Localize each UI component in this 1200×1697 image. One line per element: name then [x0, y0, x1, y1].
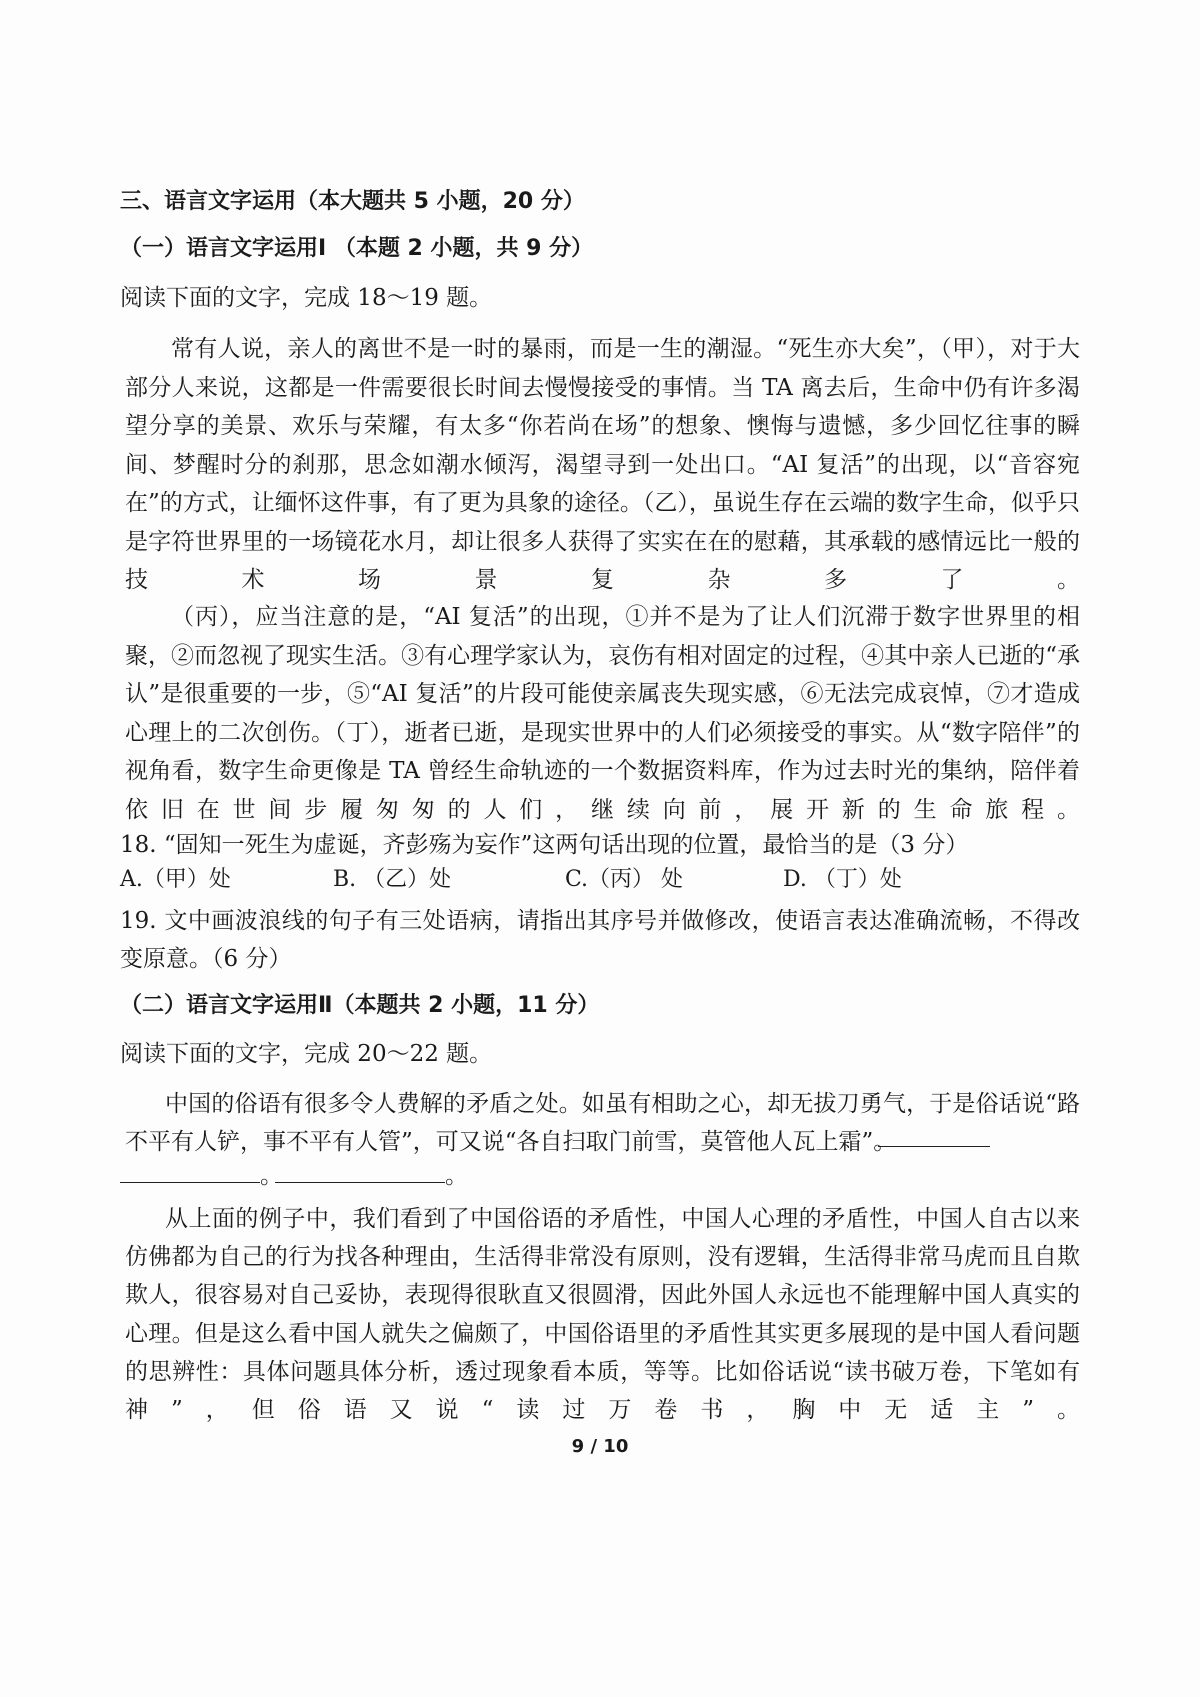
part2-paragraph-1: 中国的俗语有很多令人费解的矛盾之处。如虽有相助之心，却无拔刀勇气，于是俗话说“路不平有人铲，事不平有人管”，可又说“各自扫取门前雪，莫管他人瓦上霜”。	[125, 1091, 1080, 1155]
part2-instruction: 阅读下面的文字，完成 20～22 题。	[120, 1041, 493, 1067]
question-19: 19. 文中画波浪线的句子有三处语病，请指出其序号并做修改，使语言表达准确流畅，不得改变原意。（6 分）	[120, 908, 1080, 972]
blank-period-2: 。	[445, 1163, 468, 1189]
part1-paragraph-2: （丙），应当注意的是，“AI 复活”的出现，①并不是为了让人们沉滞于数字世界里的相聚，②而忽视了现实生活。③有心理学家认为，哀伤有相对固定的过程，④其中亲人已逝的“承认”是很重要的一步，⑤“AI 复活”的片段可能使亲属丧失现实感，⑥无法完成哀悼，⑦才造成心理上的二次创伤。（丁），逝者已逝，是现实世界中的人们必须接受的事实。从“数字陪伴”的视角看，数字生命更像是 TA 曾经生命轨迹的一个数据资料库，作为过去时光的集纳，陪伴着依旧在世间步履匆匆的人们，继续向前，展开新的生命旅程。	[125, 604, 1080, 823]
question-18: 18. “固知一死生为虚诞，齐彭殇为妄作”这两句话出现的位置，最恰当的是（3 分）	[120, 832, 969, 858]
part1-instruction: 阅读下面的文字，完成 18～19 题。	[120, 285, 493, 311]
answer-blank-3[interactable]	[275, 1182, 445, 1183]
answer-blank-2[interactable]	[120, 1182, 260, 1183]
part1-paragraph-1: 常有人说，亲人的离世不是一时的暴雨，而是一生的潮湿。“死生亦大矣”，（甲），对于大部分人来说，这都是一件需要很长时间去慢慢接受的事情。当 TA 离去后，生命中仍有许多渴望分享的美景、欢乐与荣耀，有太多“你若尚在场”的想象、懊悔与遗憾，多少回忆往事的瞬间、梦醒时分的刹那，思念如潮水倾泻，渴望寻到一处出口。“AI 复活”的出现，以“音容宛在”的方式，让缅怀这件事，有了更为具象的途径。（乙），虽说生存在云端的数字生命，似乎只是字符世界里的一场镜花水月，却让很多人获得了实实在在的慰藉，其承载的感情远比一般的技术场景复杂多了。	[125, 336, 1080, 593]
q18-option-a: A.（甲）处	[120, 867, 231, 892]
part2-title: （二）语言文字运用Ⅱ（本题共 2 小题，11 分）	[120, 993, 600, 1018]
part1-title: （一）语言文字运用Ⅰ （本题 2 小题，共 9 分）	[120, 236, 594, 261]
section-title: 三、语言文字运用（本大题共 5 小题，20 分）	[120, 189, 585, 214]
answer-blank-1[interactable]	[878, 1146, 990, 1147]
q18-option-b: B. （乙）处	[333, 867, 452, 892]
q18-option-c: C.（丙） 处	[565, 867, 684, 892]
blank-period-1: 。	[260, 1163, 283, 1189]
page-number: 9 / 10	[571, 1436, 629, 1457]
q18-option-d: D. （丁）处	[783, 867, 902, 892]
part2-paragraph-2: 从上面的例子中，我们看到了中国俗语的矛盾性，中国人心理的矛盾性，中国人自古以来仿佛都为自己的行为找各种理由，生活得非常没有原则，没有逻辑，生活得非常马虎而且自欺欺人，很容易对自己妥协，表现得很耿直又很圆滑，因此外国人永远也不能理解中国人真实的心理。但是这么看中国人就失之偏颇了，中国俗语里的矛盾性其实更多展现的是中国人看问题的思辨性：具体问题具体分析，透过现象看本质，等等。比如俗话说“读书破万卷，下笔如有神”，但俗语又说“读过万卷书，胸中无适主”。	[125, 1206, 1080, 1424]
